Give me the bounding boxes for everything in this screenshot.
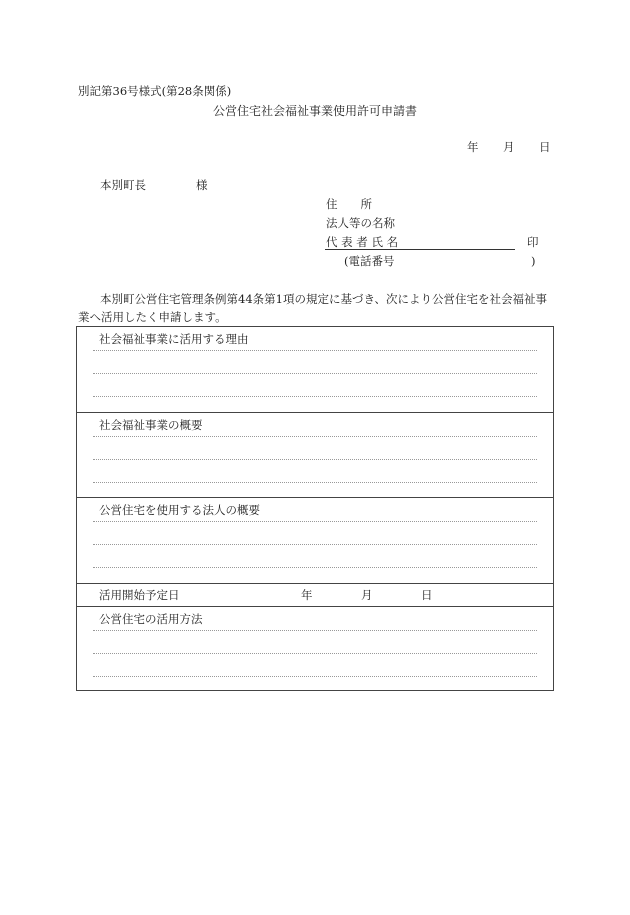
phone-close-label: ) [531, 254, 536, 268]
addressee-name: 本別町長 [100, 178, 146, 192]
rep-name-underline [325, 249, 515, 250]
method-dotted-line[interactable] [93, 676, 537, 677]
section-method [77, 607, 553, 690]
phone-open-label: (電話番号 [344, 254, 395, 268]
reason-dotted-line[interactable] [93, 373, 537, 374]
seal-label: 印 [527, 235, 539, 249]
business-summary-dotted-line[interactable] [93, 482, 537, 483]
date-day-label: 日 [539, 140, 551, 154]
section-method-title: 公営住宅の活用方法 [99, 612, 203, 626]
method-dotted-line[interactable] [93, 653, 537, 654]
address-label: 住 所 [326, 197, 372, 211]
reason-dotted-line[interactable] [93, 396, 537, 397]
reason-dotted-line[interactable] [93, 350, 537, 351]
method-dotted-line[interactable] [93, 630, 537, 631]
section-corp-summary [77, 498, 553, 584]
section-reason [77, 327, 553, 413]
section-business-summary-title: 社会福祉事業の概要 [99, 418, 203, 432]
date-year-label: 年 [467, 140, 479, 154]
body-text-line-1: 本別町公営住宅管理条例第44条第1項の規定に基づき、次により公営住宅を社会福祉事 [100, 292, 547, 306]
section-business-summary [77, 413, 553, 498]
corp-summary-dotted-line[interactable] [93, 544, 537, 545]
form-number: 別記第36号様式(第28条関係) [78, 84, 232, 98]
start-date-label: 活用開始予定日 [99, 588, 180, 602]
date-month-label: 月 [503, 140, 515, 154]
section-start-date [77, 584, 553, 607]
rep-name-label: 代 表 者 氏 名 [326, 235, 399, 249]
start-date-year-label[interactable]: 年 [301, 588, 313, 602]
business-summary-dotted-line[interactable] [93, 436, 537, 437]
corp-name-label: 法人等の名称 [326, 216, 395, 230]
start-date-day-label[interactable]: 日 [421, 588, 433, 602]
start-date-month-label[interactable]: 月 [361, 588, 373, 602]
corp-summary-dotted-line[interactable] [93, 567, 537, 568]
section-reason-title: 社会福祉事業に活用する理由 [99, 332, 249, 346]
corp-summary-dotted-line[interactable] [93, 521, 537, 522]
section-corp-summary-title: 公営住宅を使用する法人の概要 [99, 503, 260, 517]
application-table [76, 326, 554, 691]
form-title: 公営住宅社会福祉事業使用許可申請書 [213, 104, 418, 118]
business-summary-dotted-line[interactable] [93, 459, 537, 460]
addressee-honorific: 様 [196, 178, 208, 192]
body-text-line-2: 業へ活用したく申請します。 [78, 310, 227, 324]
